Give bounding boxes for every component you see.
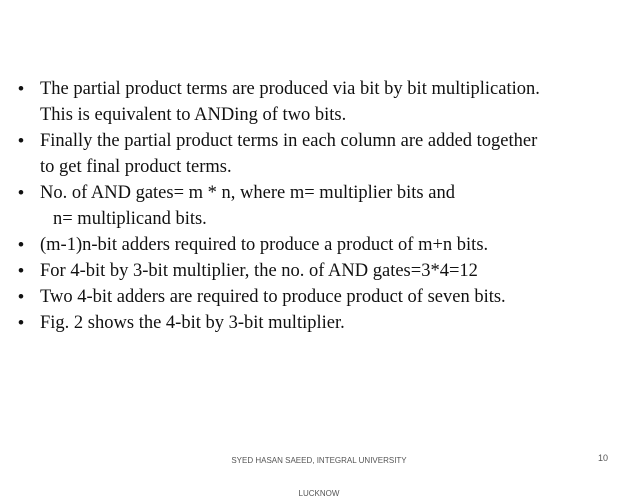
bullet-text-6: Two 4-bit adders are required to produce product of seven bits.: [40, 287, 506, 307]
bullet-text-2: Finally the partial product terms in each column are added together: [40, 131, 538, 151]
bullet-text-7: Fig. 2 shows the 4-bit by 3-bit multiplier.: [40, 313, 345, 333]
bullet-icon: •: [18, 183, 24, 202]
bullet-item-2-continuation: [18, 156, 626, 178]
bullet-icon: •: [18, 313, 24, 332]
footer-author: [188, 444, 450, 499]
bullet-item-4: [18, 234, 626, 256]
bullet-item-1: [18, 78, 626, 100]
bullet-item-6: [18, 286, 626, 308]
bullet-item-7: [18, 312, 626, 334]
bullet-item-3-continuation: [18, 208, 626, 230]
bullet-item-2: [18, 130, 626, 152]
bullet-text-2-continuation: to get final product terms.: [40, 157, 232, 177]
footer-line-2: LUCKNOW: [298, 489, 340, 498]
bullet-icon: •: [18, 287, 24, 306]
bullet-icon: •: [18, 79, 24, 98]
bullet-item-5: [18, 260, 626, 282]
bullet-list: [18, 78, 626, 338]
footer-line-1: SYED HASAN SAEED, INTEGRAL UNIVERSITY: [231, 456, 407, 465]
bullet-text-3-continuation: n= multiplicand bits.: [53, 209, 207, 229]
bullet-text-4: (m-1)n-bit adders required to produce a product of m+n bits.: [40, 235, 489, 255]
bullet-text-1-continuation: This is equivalent to ANDing of two bits.: [40, 105, 347, 125]
bullet-icon: •: [18, 261, 24, 280]
page-number: 10: [597, 453, 608, 463]
bullet-item-1-continuation: [18, 104, 626, 126]
bullet-icon: •: [18, 131, 24, 150]
bullet-text-5: For 4-bit by 3-bit multiplier, the no. of AND gates=3*4=12: [40, 261, 478, 281]
bullet-icon: •: [18, 235, 24, 254]
bullet-text-3: No. of AND gates= m * n, where m= multiplier bits and: [40, 183, 455, 203]
bullet-text-1: The partial product terms are produced via bit by bit multiplication.: [40, 79, 540, 99]
bullet-item-3: [18, 182, 626, 204]
